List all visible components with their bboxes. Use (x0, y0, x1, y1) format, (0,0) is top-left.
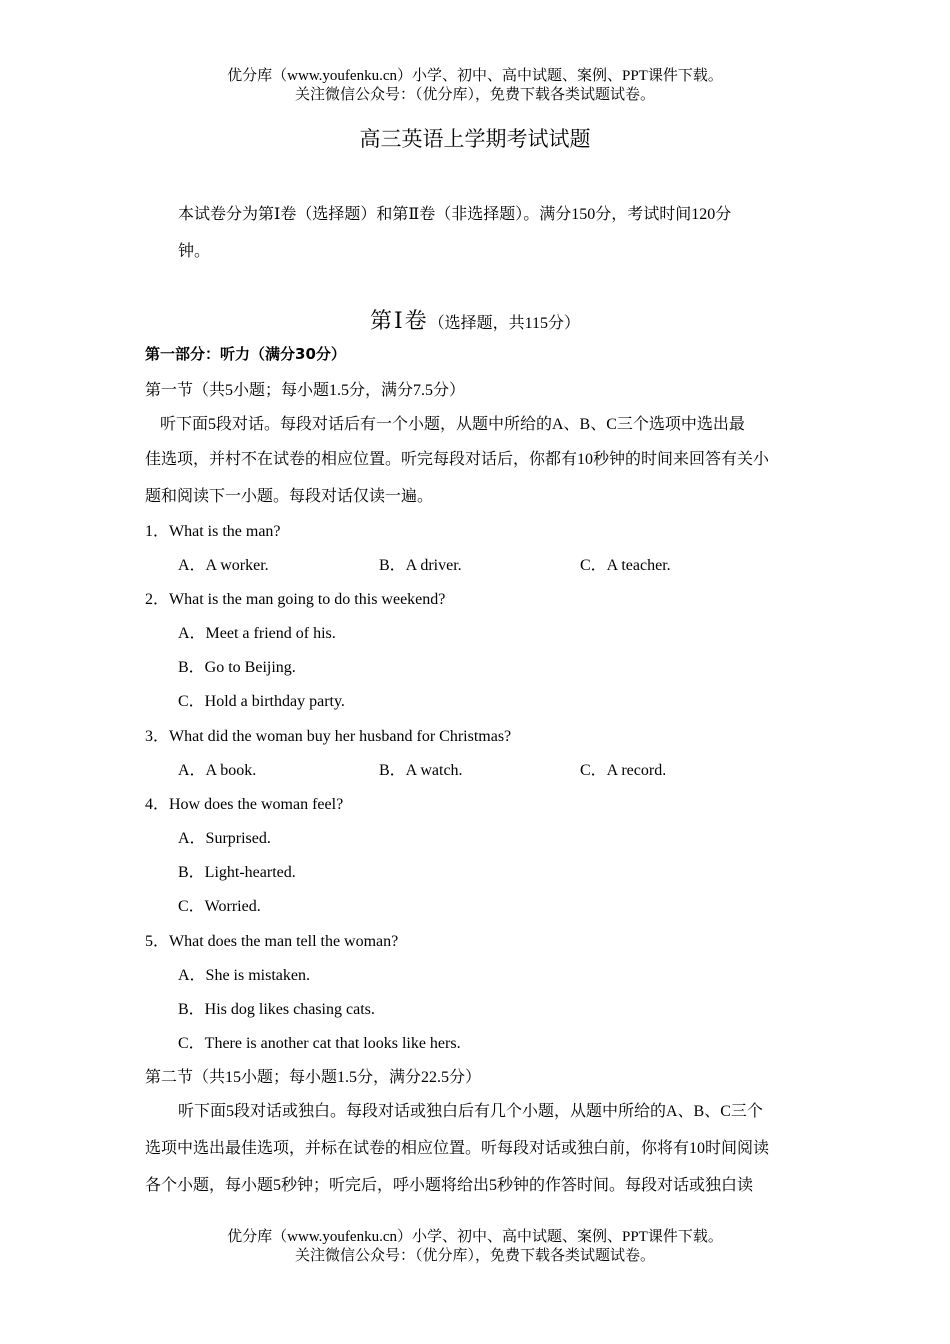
footer-line-2: 关注微信公众号：（优分库），免费下载各类试题试卷。 (294, 1248, 655, 1264)
page-title: 高三英语上学期考试试题 (359, 127, 591, 151)
question-2-stem: 2．What is the man going to do this weekend? (145, 591, 446, 608)
question-1-stem: 1．What is the man? (145, 523, 281, 540)
question-1-option-c: C．A teacher. (580, 557, 671, 574)
juan-1-title: 第Ⅰ卷 (369, 308, 429, 333)
question-4-option-a: A．Surprised. (178, 830, 271, 847)
juan-1-subtitle: （选择题，共115分） (428, 315, 581, 332)
section-2-instr-1: 听下面5段对话或独白。每段对话或独白后有几个小题，从题中所给的A、B、C三个 (178, 1103, 763, 1120)
section-1-heading: 第一节（共5小题；每小题1.5分，满分7.5分） (145, 382, 466, 399)
section-2-heading: 第二节（共15小题；每小题1.5分，满分22.5分） (145, 1069, 482, 1086)
section-2-instr-2: 选项中选出最佳选项，并标在试卷的相应位置。听每段对话或独白前，你将有10时间阅读 (145, 1140, 770, 1157)
question-3-stem: 3．What did the woman buy her husband for Christmas? (145, 728, 512, 745)
section-1-instr-3: 题和阅读下一小题。每段对话仅读一遍。 (145, 488, 434, 505)
question-5-option-c: C．There is another cat that looks like hers. (178, 1035, 461, 1052)
section-1-instr-2: 佳选项，并村不在试卷的相应位置。听完每段对话后，你都有10秒钟的时间来回答有关小 (145, 451, 770, 468)
intro-line-1: 本试卷分为第Ⅰ卷（选择题）和第Ⅱ卷（非选择题）。满分150分，考试时间120分 (178, 206, 732, 223)
question-3-option-a: A．A book. (178, 762, 257, 779)
section-1-instr-1: 听下面5段对话。每段对话后有一个小题，从题中所给的A、B、C三个选项中选出最 (160, 416, 745, 433)
question-4-stem: 4．How does the woman feel? (145, 796, 344, 813)
question-2-option-b: B．Go to Beijing. (178, 659, 296, 676)
header-line-1: 优分库（www.youfenku.cn）小学、初中、高中试题、案例、PPT课件下载。 (227, 68, 723, 84)
section-2-instr-3: 各个小题，每小题5秒钟；听完后，呼小题将给出5秒钟的作答时间。每段对话或独白读 (145, 1177, 754, 1194)
question-1-option-a: A．A worker. (178, 557, 269, 574)
header-line-2: 关注微信公众号：（优分库），免费下载各类试题试卷。 (294, 87, 655, 103)
part-1-heading: 第一部分：听力（满分30分） (145, 345, 346, 363)
juan-1-heading (0, 304, 950, 335)
question-1-option-b: B．A driver. (379, 557, 462, 574)
question-4-option-b: B．Light-hearted. (178, 864, 296, 881)
question-5-option-b: B．His dog likes chasing cats. (178, 1001, 375, 1018)
intro-line-2: 钟。 (178, 243, 211, 260)
question-5-stem: 5．What does the man tell the woman? (145, 933, 399, 950)
footer-line-1: 优分库（www.youfenku.cn）小学、初中、高中试题、案例、PPT课件下载。 (227, 1229, 723, 1245)
question-3-option-b: B．A watch. (379, 762, 463, 779)
question-2-option-c: C．Hold a birthday party. (178, 693, 345, 710)
question-4-option-c: C．Worried. (178, 898, 261, 915)
question-2-option-a: A．Meet a friend of his. (178, 625, 336, 642)
question-3-option-c: C．A record. (580, 762, 667, 779)
question-5-option-a: A．She is mistaken. (178, 967, 310, 984)
